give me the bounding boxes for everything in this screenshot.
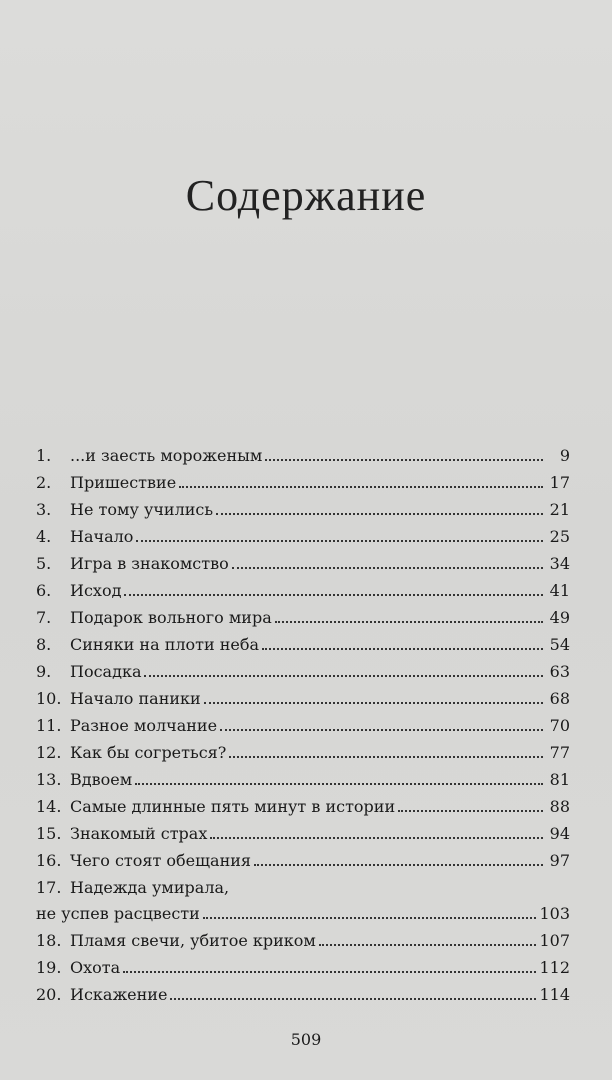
dot-leader bbox=[204, 701, 543, 704]
entry-page: 41 bbox=[549, 581, 570, 600]
toc-entry-8 bbox=[36, 635, 570, 654]
toc-entry-10 bbox=[36, 689, 570, 708]
entry-title: Не тому учились bbox=[70, 500, 214, 519]
toc-entry-11 bbox=[36, 716, 570, 735]
page-number: 509 bbox=[290, 1030, 322, 1049]
dot-leader bbox=[265, 458, 543, 461]
entry-title: Игра в знакомство bbox=[70, 554, 229, 573]
entry-title-continued: не успев расцвести bbox=[36, 904, 200, 923]
dot-leader bbox=[319, 943, 537, 946]
toc-entry-7 bbox=[36, 608, 570, 627]
entry-page: 25 bbox=[549, 527, 570, 546]
entry-title: Пришествие bbox=[70, 473, 177, 492]
entry-title: Чего стоят обещания bbox=[70, 851, 251, 870]
toc-entry-15 bbox=[36, 824, 570, 843]
entry-title: Разное молчание bbox=[70, 716, 218, 735]
entry-page: 63 bbox=[549, 662, 570, 681]
toc-entry-17-line2 bbox=[36, 904, 570, 923]
entry-title: Синяки на плоти неба bbox=[70, 635, 260, 654]
dot-leader bbox=[254, 863, 543, 866]
entry-number: 3. bbox=[36, 500, 52, 519]
entry-number: 9. bbox=[36, 662, 52, 681]
entry-page: 112 bbox=[539, 958, 570, 977]
entry-page: 114 bbox=[539, 985, 570, 1004]
entry-number: 2. bbox=[36, 473, 52, 492]
dot-leader bbox=[398, 809, 543, 812]
dot-leader bbox=[275, 620, 543, 623]
dot-leader bbox=[124, 593, 543, 596]
entry-page: 54 bbox=[549, 635, 570, 654]
entry-number: 10. bbox=[36, 689, 62, 708]
entry-title: Исход bbox=[70, 581, 122, 600]
dot-leader bbox=[144, 674, 543, 677]
entry-number: 11. bbox=[36, 716, 62, 735]
entry-page: 88 bbox=[549, 797, 570, 816]
toc-entry-9 bbox=[36, 662, 570, 681]
entry-title: Начало bbox=[70, 527, 134, 546]
toc-entry-5 bbox=[36, 554, 570, 573]
toc-entry-14 bbox=[36, 797, 570, 816]
entry-title: ...и заесть мороженым bbox=[70, 446, 263, 465]
toc-entry-1 bbox=[36, 446, 570, 465]
entry-title: Подарок вольного мира bbox=[70, 608, 272, 627]
entry-number: 4. bbox=[36, 527, 52, 546]
entry-title: Искажение bbox=[70, 985, 168, 1004]
entry-number: 18. bbox=[36, 931, 62, 950]
entry-number: 6. bbox=[36, 581, 52, 600]
entry-number: 17. bbox=[36, 878, 62, 897]
entry-page: 68 bbox=[549, 689, 570, 708]
entry-title: Посадка bbox=[70, 662, 142, 681]
entry-number: 12. bbox=[36, 743, 62, 762]
entry-title: Самые длинные пять минут в истории bbox=[70, 797, 396, 816]
entry-number: 15. bbox=[36, 824, 62, 843]
entry-title: Вдвоем bbox=[70, 770, 133, 789]
toc-entry-12 bbox=[36, 743, 570, 762]
entry-number: 16. bbox=[36, 851, 62, 870]
dot-leader bbox=[210, 836, 543, 839]
entry-title: Как бы согреться? bbox=[70, 743, 227, 762]
toc-entry-16 bbox=[36, 851, 570, 870]
entry-page: 70 bbox=[549, 716, 570, 735]
toc-entry-13 bbox=[36, 770, 570, 789]
entry-number: 5. bbox=[36, 554, 52, 573]
entry-page: 77 bbox=[549, 743, 570, 762]
dot-leader bbox=[262, 647, 543, 650]
toc-entry-2 bbox=[36, 473, 570, 492]
dot-leader bbox=[232, 566, 543, 569]
dot-leader bbox=[170, 997, 536, 1000]
dot-leader bbox=[135, 782, 543, 785]
entry-page: 107 bbox=[539, 931, 570, 950]
entry-title: Начало паники bbox=[70, 689, 201, 708]
entry-title: Знакомый страх bbox=[70, 824, 208, 843]
dot-leader bbox=[220, 728, 543, 731]
entry-number: 1. bbox=[36, 446, 52, 465]
entry-number: 14. bbox=[36, 797, 62, 816]
toc-entry-18 bbox=[36, 931, 570, 950]
toc-entry-6 bbox=[36, 581, 570, 600]
entry-title: Надежда умирала, bbox=[70, 878, 230, 897]
entry-page: 21 bbox=[549, 500, 570, 519]
dot-leader bbox=[229, 755, 543, 758]
dot-leader bbox=[136, 539, 543, 542]
entry-number: 8. bbox=[36, 635, 52, 654]
entry-page: 17 bbox=[549, 473, 570, 492]
toc-entry-17-line1 bbox=[36, 878, 570, 897]
entry-number: 13. bbox=[36, 770, 62, 789]
entry-number: 20. bbox=[36, 985, 62, 1004]
dot-leader bbox=[216, 512, 543, 515]
toc-entry-4 bbox=[36, 527, 570, 546]
entry-number: 19. bbox=[36, 958, 62, 977]
toc-entry-20 bbox=[36, 985, 570, 1004]
entry-page: 9 bbox=[559, 446, 570, 465]
entry-page: 94 bbox=[549, 824, 570, 843]
toc-entry-19 bbox=[36, 958, 570, 977]
entry-page: 97 bbox=[549, 851, 570, 870]
entry-title: Пламя свечи, убитое криком bbox=[70, 931, 316, 950]
dot-leader bbox=[123, 970, 536, 973]
entry-page: 34 bbox=[549, 554, 570, 573]
toc-entry-3 bbox=[36, 500, 570, 519]
entry-page: 103 bbox=[539, 904, 570, 923]
entry-page: 49 bbox=[549, 608, 570, 627]
page-title: Содержание bbox=[185, 171, 427, 220]
entry-page: 81 bbox=[549, 770, 570, 789]
entry-number: 7. bbox=[36, 608, 52, 627]
dot-leader bbox=[203, 916, 537, 919]
dot-leader bbox=[179, 485, 543, 488]
entry-title: Охота bbox=[70, 958, 121, 977]
